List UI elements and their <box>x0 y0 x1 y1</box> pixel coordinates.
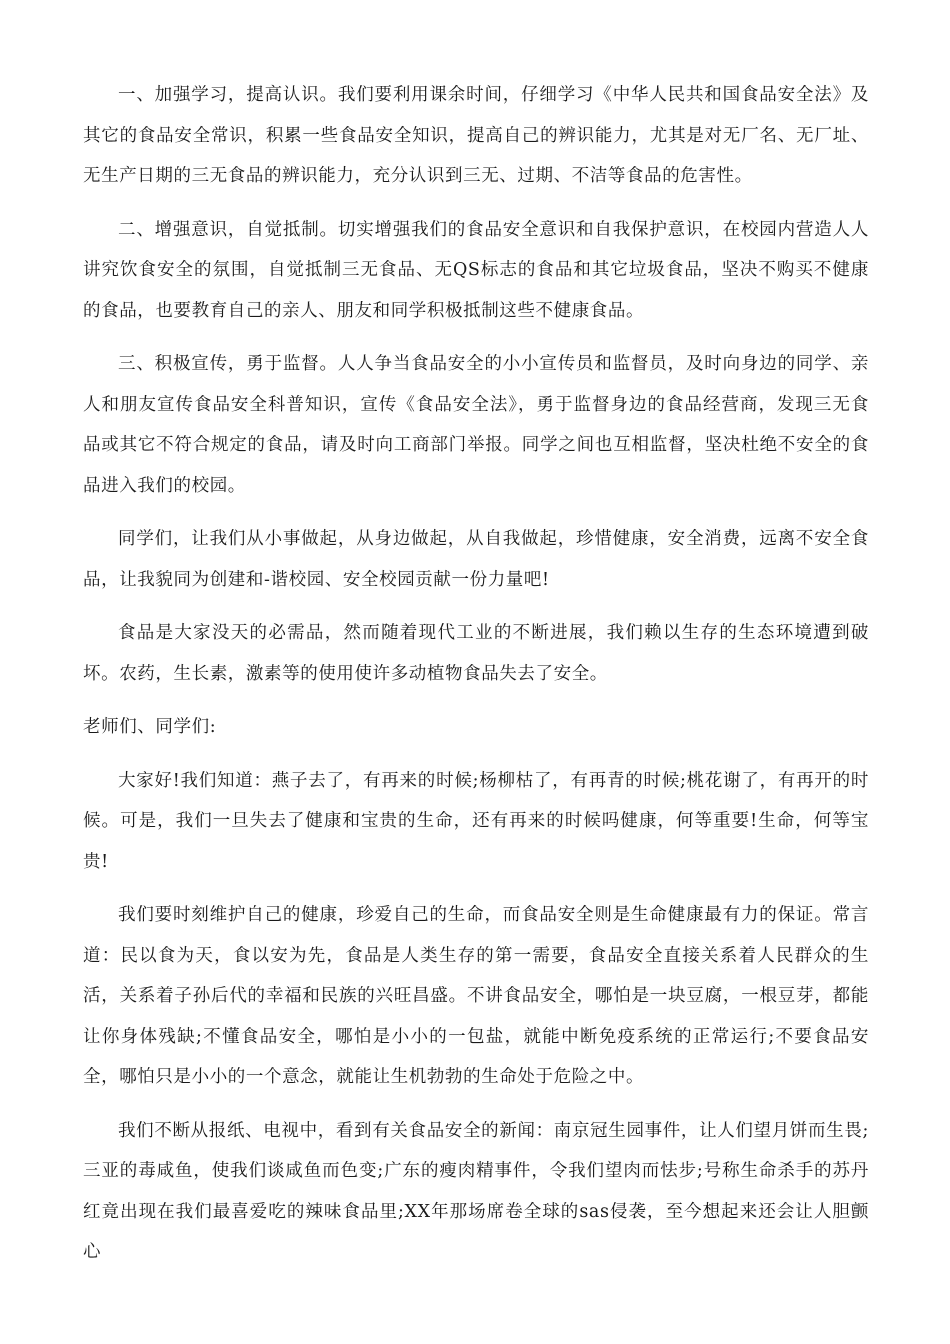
paragraph-awareness: 二、增强意识，自觉抵制。切实增强我们的食品安全意识和自我保护意识，在校园内营造人人讲究饮食安全的氛围，自觉抵制三无食品、无QS标志的食品和其它垃圾食品，坚决不购买不健康的食品，也要教育自己的亲人、朋友和同学积极抵制这些不健康食品。 <box>83 219 869 321</box>
paragraph-health: 我们要时刻维护自己的健康，珍爱自己的生命，而食品安全则是生命健康最有力的保证。常言道：民以食为天，食以安为先，食品是人类生存的第一需要，食品安全直接关系着人民群众的生活，关系着子孙后代的幸福和民族的兴旺昌盛。不讲食品安全，哪怕是一块豆腐，一根豆芽，都能让你身体残缺;不懂食品安全，哪怕是小小的一包盐，就能中断免疫系统的正常运行;不要食品安全，哪怕只是小小的一个意念，就能让生机勃勃的生命处于危险之中。 <box>83 905 869 1087</box>
paragraph-learning: 一、加强学习，提高认识。我们要利用课余时间，仔细学习《中华人民共和国食品安全法》及其它的食品安全常识，积累一些食品安全知识，提高自己的辨识能力，尤其是对无厂名、无厂址、无生产日期的三无食品的辨识能力，充分认识到三无、过期、不洁等食品的危害性。 <box>83 85 869 186</box>
document-body <box>83 75 869 1286</box>
paragraph-call-to-action: 同学们，让我们从小事做起，从身边做起，从自我做起，珍惜健康，安全消费，远离不安全食品，让我貌同为创建和-谐校园、安全校园贡献一份力量吧! <box>83 529 869 590</box>
paragraph-food-safety-intro: 食品是大家没天的必需品，然而随着现代工业的不断进展，我们赖以生存的生态环境遭到破坏。农药，生长素，激素等的使用使许多动植物食品失去了安全。 <box>83 623 869 684</box>
paragraph-news: 我们不断从报纸、电视中，看到有关食品安全的新闻：南京冠生园事件，让人们望月饼而生畏;三亚的毒咸鱼，使我们谈咸鱼而色变;广东的瘦肉精事件，令我们望肉而怯步;号称生命杀手的苏丹红竟出现在我们最喜爱吃的辣味食品里;XX年那场席卷全球的sas侵袭，至今想起来还会让人胆颤心 <box>83 1120 869 1262</box>
paragraph-greeting: 大家好!我们知道：燕子去了，有再来的时候;杨柳枯了，有再青的时候;桃花谢了，有再开的时候。可是，我们一旦失去了健康和宝贵的生命，还有再来的时候吗健康，何等重要!生命，何等宝贵! <box>83 770 869 872</box>
salutation: 老师们、同学们: <box>83 717 217 737</box>
paragraph-supervision: 三、积极宣传，勇于监督。人人争当食品安全的小小宣传员和监督员，及时向身边的同学、亲人和朋友宣传食品安全科普知识，宣传《食品安全法》，勇于监督身边的食品经营商，发现三无食品或其它不符合规定的食品，请及时向工商部门举报。同学之间也互相监督，坚决杜绝不安全的食品进入我们的校园。 <box>83 354 869 496</box>
